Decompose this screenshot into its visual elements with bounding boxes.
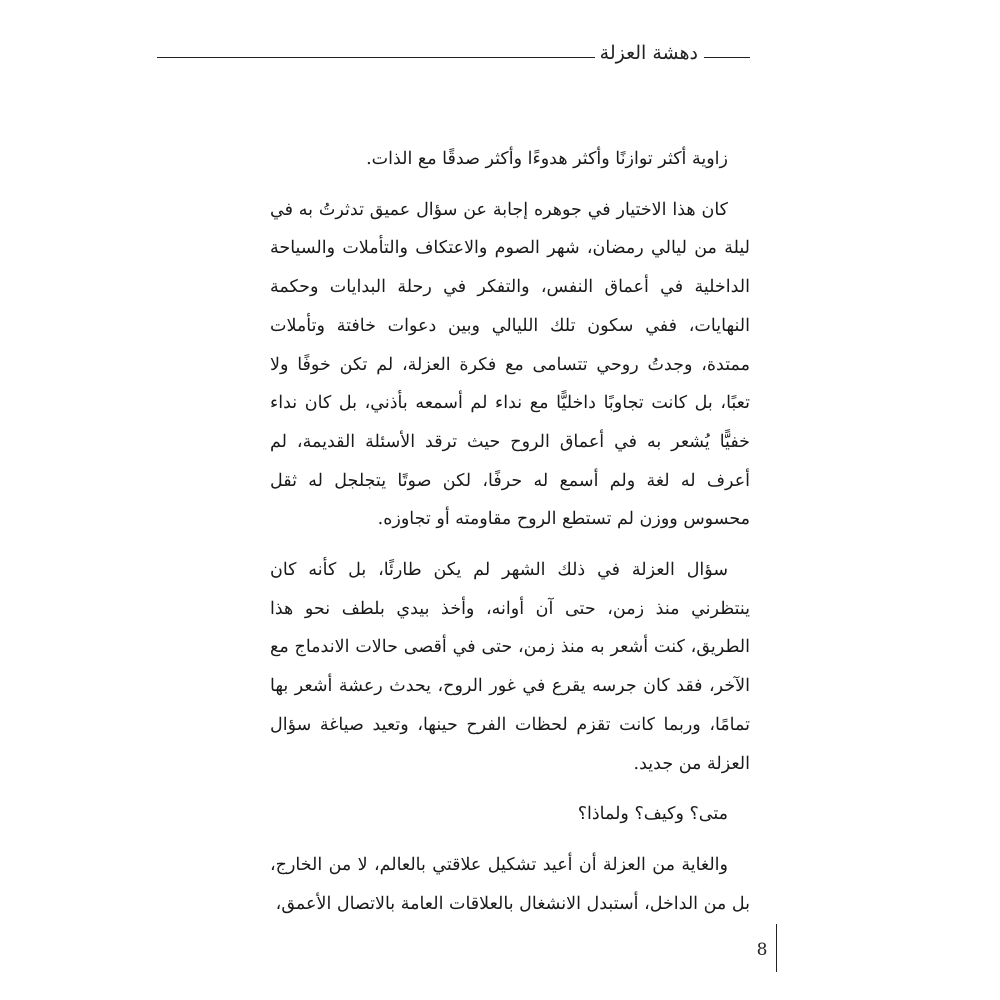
- header-rule-right: [704, 57, 750, 58]
- page-number-rule: [776, 924, 777, 972]
- paragraph-5: والغاية من العزلة أن أعيد تشكيل علاقتي بالعالم، لا من الخارج، بل من الداخل، أستبدل الانشغال بالعلاقات العامة بالاتصال الأعمق،: [270, 854, 750, 914]
- body-text: [270, 140, 750, 935]
- paragraph-2: كان هذا الاختيار في جوهره إجابة عن سؤال عميق تدثرتُ به في ليلة من ليالي رمضان، شهر الصوم والاعتكاف والتأملات والسياحة الداخلية في أعماق النفس، والتفكر في رحلة البدايات وحكمة النهايات، ففي سكون تلك الليالي وبين دعوات خافتة وتأملات ممتدة، وجدتُ روحي تتسامى مع فكرة العزلة، لم تكن خوفًا ولا تعبًا، بل كانت تجاوبًا داخليًّا مع نداء لم أسمعه بأذني، بل كان نداء خفيًّا يُشعر به في أعماق الروح حيث ترقد الأسئلة القديمة، لم أعرف له لغة ولم أسمع له حرفًا، لكن صوتًا يتجلجل له ثقل محسوس ووزن لم تستطع الروح مقاومته أو تجاوزه.: [270, 199, 750, 530]
- paragraph-3: سؤال العزلة في ذلك الشهر لم يكن طارئًا، بل كأنه كان ينتظرني منذ زمن، حتى آن أوانه، وأخذ بيدي بلطف نحو هذا الطريق، كنت أشعر به منذ زمن، حتى في أقصى حالات الاندماج مع الآخر، فقد كان جرسه يقرع في غور الروح، يحدث رعشة أشعر بها تمامًا، وربما كانت تقزم لحظات الفرح حينها، وتعيد صياغة سؤال العزلة من جديد.: [270, 560, 750, 774]
- paragraph-4: متى؟ وكيف؟ ولماذا؟: [577, 804, 728, 825]
- paragraph-1: زاوية أكثر توازنًا وأكثر هدوءًا وأكثر صدقًا مع الذات.: [366, 149, 728, 169]
- running-header: [157, 38, 750, 68]
- running-header-title: دهشة العزلة: [599, 42, 698, 64]
- header-rule-left: [157, 57, 595, 58]
- page-number: 8: [756, 940, 768, 960]
